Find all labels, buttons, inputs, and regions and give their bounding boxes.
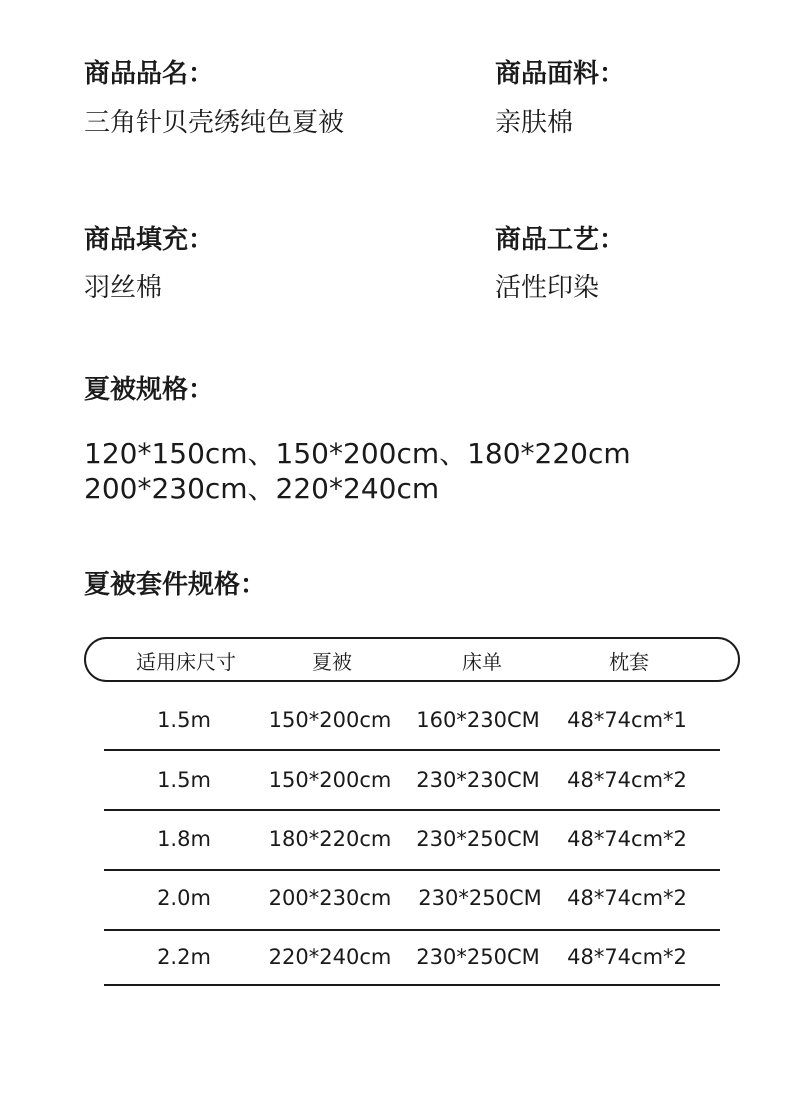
- cell-bed-size: 1.8m: [157, 827, 211, 851]
- quilt-spec-line: 120*150cm、150*200cm、180*220cm: [84, 437, 631, 470]
- cell-pillowcase: 48*74cm*1: [567, 708, 687, 732]
- cell-pillowcase: 48*74cm*2: [567, 945, 687, 969]
- field-value-craft: 活性印染: [495, 273, 600, 303]
- header-cell-bed-size: 适用床尺寸: [136, 650, 236, 674]
- cell-sheet: 160*230CM: [416, 708, 540, 732]
- cell-sheet: 230*250CM: [418, 886, 542, 910]
- cell-quilt: 150*200cm: [268, 708, 392, 732]
- cell-quilt: 220*240cm: [268, 945, 392, 969]
- cell-sheet: 230*250CM: [416, 827, 540, 851]
- header-cell-pillowcase: 枕套: [609, 650, 649, 674]
- table-row: [0, 826, 790, 856]
- cell-quilt: 200*230cm: [268, 886, 392, 910]
- row-divider: [104, 869, 720, 871]
- table-row: [0, 885, 790, 915]
- cell-quilt: 150*200cm: [268, 768, 392, 792]
- spec-table-header: [84, 637, 740, 682]
- field-value-fabric: 亲肤棉: [495, 108, 574, 138]
- row-divider: [104, 984, 720, 986]
- field-value-filling: 羽丝棉: [84, 273, 163, 303]
- field-label-craft: 商品工艺：: [495, 225, 626, 255]
- quilt-spec-title: 夏被规格：: [84, 375, 215, 405]
- cell-pillowcase: 48*74cm*2: [567, 768, 687, 792]
- field-value-product-name: 三角针贝壳绣纯色夏被: [84, 108, 345, 138]
- table-row: [0, 944, 790, 974]
- row-divider: [104, 929, 720, 931]
- field-label-fabric: 商品面料：: [495, 59, 626, 89]
- field-label-filling: 商品填充：: [84, 225, 215, 255]
- cell-sheet: 230*230CM: [416, 768, 540, 792]
- set-spec-title: 夏被套件规格：: [84, 570, 267, 600]
- cell-bed-size: 2.2m: [157, 945, 211, 969]
- cell-bed-size: 1.5m: [157, 768, 211, 792]
- header-cell-quilt: 夏被: [312, 650, 352, 674]
- cell-bed-size: 1.5m: [157, 708, 211, 732]
- cell-quilt: 180*220cm: [268, 827, 392, 851]
- cell-sheet: 230*250CM: [416, 945, 540, 969]
- cell-pillowcase: 48*74cm*2: [567, 827, 687, 851]
- cell-bed-size: 2.0m: [157, 886, 211, 910]
- header-cell-sheet: 床单: [462, 650, 502, 674]
- row-divider: [104, 749, 720, 751]
- field-label-product-name: 商品品名：: [84, 59, 215, 89]
- cell-pillowcase: 48*74cm*2: [567, 886, 687, 910]
- quilt-spec-line: 200*230cm、220*240cm: [84, 472, 440, 505]
- table-row: [0, 767, 790, 797]
- table-row: [0, 707, 790, 737]
- row-divider: [104, 809, 720, 811]
